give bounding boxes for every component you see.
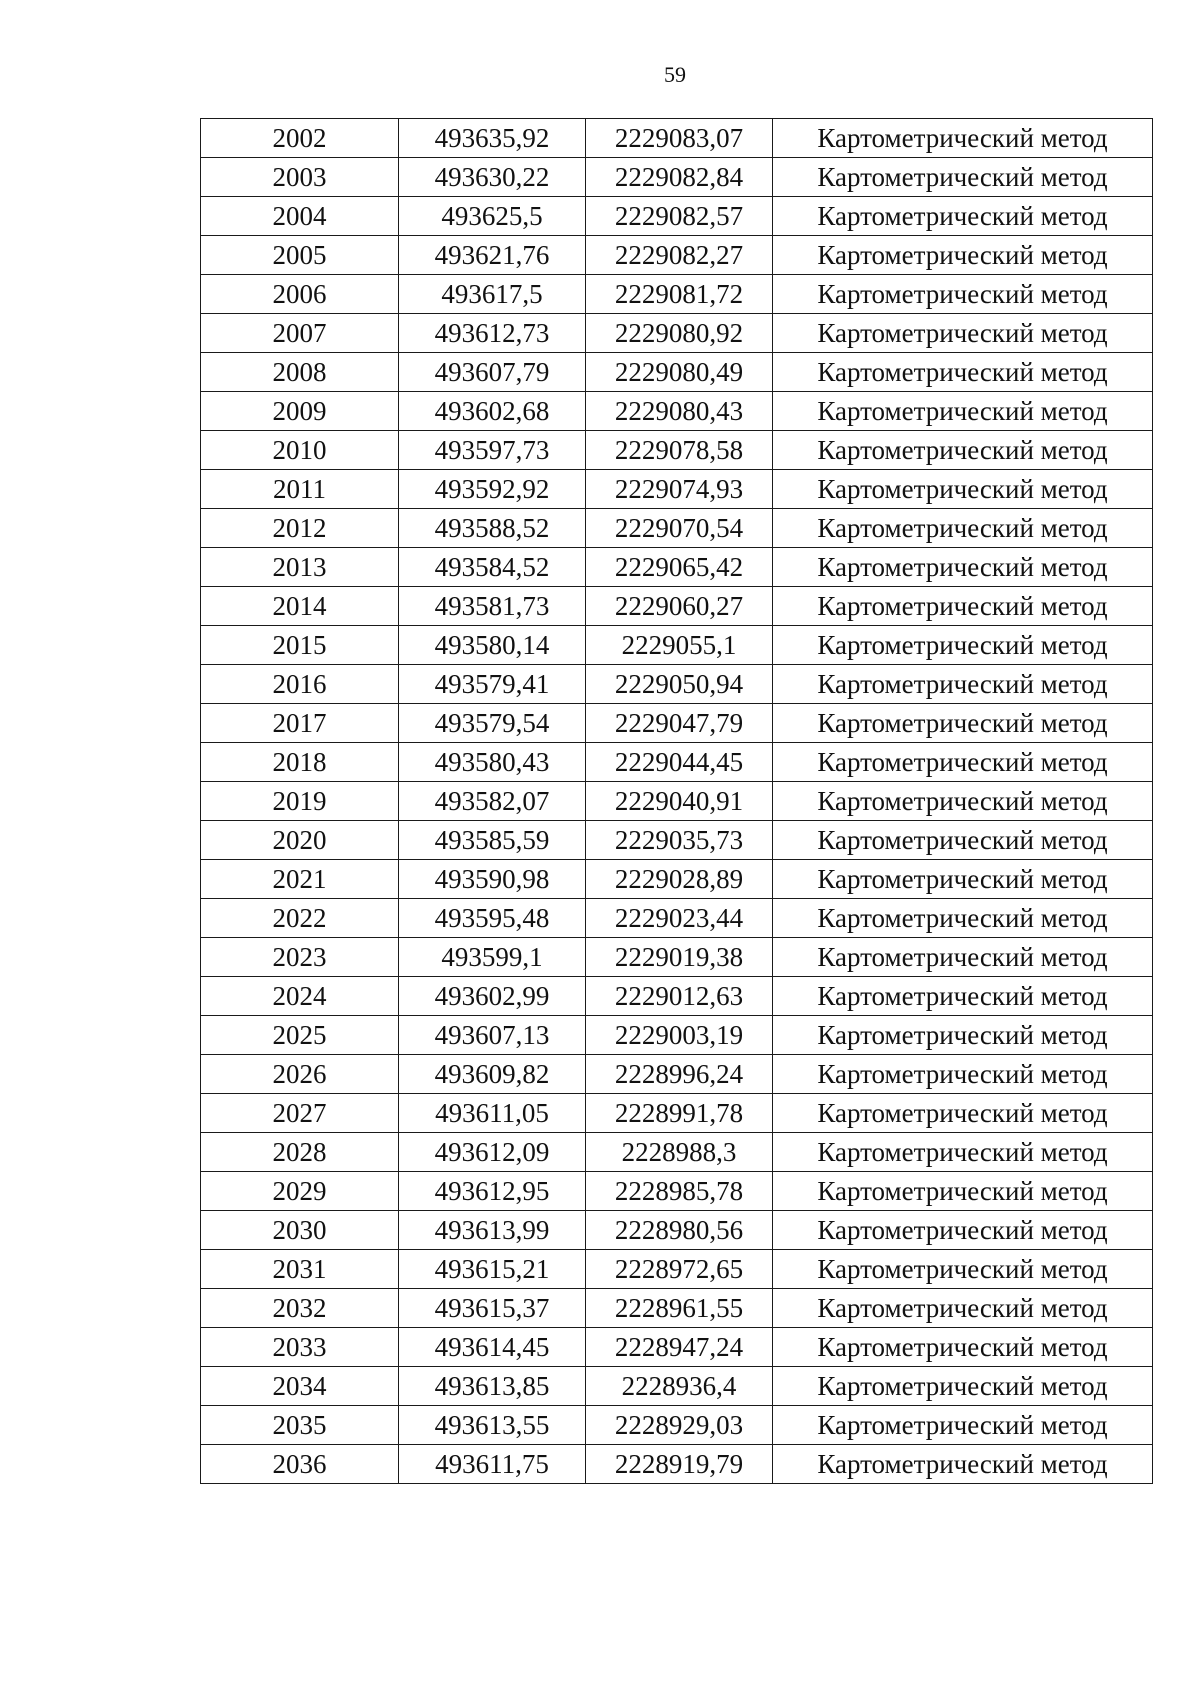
x-coordinate-cell: 493635,92: [399, 119, 586, 158]
method-cell: Картометрический метод: [773, 1055, 1153, 1094]
x-coordinate-cell: 493592,92: [399, 470, 586, 509]
table-row: [201, 197, 1153, 236]
x-coordinate-cell: 493607,13: [399, 1016, 586, 1055]
table-row: [201, 275, 1153, 314]
method-cell: Картометрический метод: [773, 1211, 1153, 1250]
point-number-cell: 2007: [201, 314, 399, 353]
y-coordinate-cell: 2229035,73: [586, 821, 773, 860]
point-number-cell: 2033: [201, 1328, 399, 1367]
y-coordinate-cell: 2229028,89: [586, 860, 773, 899]
y-coordinate-cell: 2229055,1: [586, 626, 773, 665]
table-row: [201, 1016, 1153, 1055]
x-coordinate-cell: 493630,22: [399, 158, 586, 197]
x-coordinate-cell: 493602,68: [399, 392, 586, 431]
point-number-cell: 2014: [201, 587, 399, 626]
x-coordinate-cell: 493612,09: [399, 1133, 586, 1172]
point-number-cell: 2023: [201, 938, 399, 977]
method-cell: Картометрический метод: [773, 236, 1153, 275]
method-cell: Картометрический метод: [773, 782, 1153, 821]
table-row: [201, 587, 1153, 626]
method-cell: Картометрический метод: [773, 1172, 1153, 1211]
table-row: [201, 1211, 1153, 1250]
x-coordinate-cell: 493611,05: [399, 1094, 586, 1133]
method-cell: Картометрический метод: [773, 470, 1153, 509]
method-cell: Картометрический метод: [773, 938, 1153, 977]
point-number-cell: 2028: [201, 1133, 399, 1172]
method-cell: Картометрический метод: [773, 1133, 1153, 1172]
method-cell: Картометрический метод: [773, 1367, 1153, 1406]
method-cell: Картометрический метод: [773, 704, 1153, 743]
point-number-cell: 2025: [201, 1016, 399, 1055]
method-cell: Картометрический метод: [773, 860, 1153, 899]
y-coordinate-cell: 2229078,58: [586, 431, 773, 470]
x-coordinate-cell: 493614,45: [399, 1328, 586, 1367]
x-coordinate-cell: 493625,5: [399, 197, 586, 236]
y-coordinate-cell: 2229083,07: [586, 119, 773, 158]
table-row: [201, 782, 1153, 821]
table-row: [201, 704, 1153, 743]
method-cell: Картометрический метод: [773, 353, 1153, 392]
point-number-cell: 2009: [201, 392, 399, 431]
y-coordinate-cell: 2229082,84: [586, 158, 773, 197]
point-number-cell: 2034: [201, 1367, 399, 1406]
y-coordinate-cell: 2229023,44: [586, 899, 773, 938]
point-number-cell: 2021: [201, 860, 399, 899]
point-number-cell: 2002: [201, 119, 399, 158]
point-number-cell: 2036: [201, 1445, 399, 1484]
method-cell: Картометрический метод: [773, 158, 1153, 197]
x-coordinate-cell: 493595,48: [399, 899, 586, 938]
y-coordinate-cell: 2228947,24: [586, 1328, 773, 1367]
y-coordinate-cell: 2228972,65: [586, 1250, 773, 1289]
table-row: [201, 1367, 1153, 1406]
y-coordinate-cell: 2229074,93: [586, 470, 773, 509]
y-coordinate-cell: 2229019,38: [586, 938, 773, 977]
y-coordinate-cell: 2228988,3: [586, 1133, 773, 1172]
point-number-cell: 2024: [201, 977, 399, 1016]
x-coordinate-cell: 493611,75: [399, 1445, 586, 1484]
table-row: [201, 938, 1153, 977]
method-cell: Картометрический метод: [773, 548, 1153, 587]
point-number-cell: 2004: [201, 197, 399, 236]
method-cell: Картометрический метод: [773, 314, 1153, 353]
coordinates-table: [200, 118, 1153, 1484]
point-number-cell: 2022: [201, 899, 399, 938]
x-coordinate-cell: 493580,14: [399, 626, 586, 665]
y-coordinate-cell: 2228929,03: [586, 1406, 773, 1445]
x-coordinate-cell: 493617,5: [399, 275, 586, 314]
table-row: [201, 548, 1153, 587]
point-number-cell: 2032: [201, 1289, 399, 1328]
y-coordinate-cell: 2229070,54: [586, 509, 773, 548]
table-row: [201, 1133, 1153, 1172]
method-cell: Картометрический метод: [773, 392, 1153, 431]
table-row: [201, 353, 1153, 392]
table-row: [201, 1406, 1153, 1445]
y-coordinate-cell: 2229080,43: [586, 392, 773, 431]
point-number-cell: 2003: [201, 158, 399, 197]
y-coordinate-cell: 2229047,79: [586, 704, 773, 743]
table-row: [201, 1289, 1153, 1328]
x-coordinate-cell: 493590,98: [399, 860, 586, 899]
table-row: [201, 314, 1153, 353]
table-row: [201, 119, 1153, 158]
method-cell: Картометрический метод: [773, 977, 1153, 1016]
method-cell: Картометрический метод: [773, 1406, 1153, 1445]
table-row: [201, 470, 1153, 509]
y-coordinate-cell: 2229003,19: [586, 1016, 773, 1055]
point-number-cell: 2027: [201, 1094, 399, 1133]
x-coordinate-cell: 493582,07: [399, 782, 586, 821]
table-row: [201, 158, 1153, 197]
table-row: [201, 431, 1153, 470]
point-number-cell: 2016: [201, 665, 399, 704]
method-cell: Картометрический метод: [773, 119, 1153, 158]
x-coordinate-cell: 493599,1: [399, 938, 586, 977]
table-row: [201, 392, 1153, 431]
point-number-cell: 2031: [201, 1250, 399, 1289]
y-coordinate-cell: 2229044,45: [586, 743, 773, 782]
y-coordinate-cell: 2229065,42: [586, 548, 773, 587]
point-number-cell: 2008: [201, 353, 399, 392]
point-number-cell: 2011: [201, 470, 399, 509]
method-cell: Картометрический метод: [773, 1016, 1153, 1055]
y-coordinate-cell: 2228919,79: [586, 1445, 773, 1484]
method-cell: Картометрический метод: [773, 431, 1153, 470]
table-row: [201, 665, 1153, 704]
method-cell: Картометрический метод: [773, 1250, 1153, 1289]
x-coordinate-cell: 493580,43: [399, 743, 586, 782]
y-coordinate-cell: 2228936,4: [586, 1367, 773, 1406]
method-cell: Картометрический метод: [773, 587, 1153, 626]
method-cell: Картометрический метод: [773, 665, 1153, 704]
x-coordinate-cell: 493621,76: [399, 236, 586, 275]
method-cell: Картометрический метод: [773, 743, 1153, 782]
table-row: [201, 899, 1153, 938]
x-coordinate-cell: 493602,99: [399, 977, 586, 1016]
page-number: 59: [664, 62, 686, 87]
method-cell: Картометрический метод: [773, 821, 1153, 860]
table-row: [201, 509, 1153, 548]
y-coordinate-cell: 2229082,27: [586, 236, 773, 275]
table-row: [201, 1328, 1153, 1367]
point-number-cell: 2019: [201, 782, 399, 821]
method-cell: Картометрический метод: [773, 275, 1153, 314]
method-cell: Картометрический метод: [773, 626, 1153, 665]
table-row: [201, 743, 1153, 782]
point-number-cell: 2029: [201, 1172, 399, 1211]
table-row: [201, 1172, 1153, 1211]
y-coordinate-cell: 2228991,78: [586, 1094, 773, 1133]
y-coordinate-cell: 2229080,49: [586, 353, 773, 392]
y-coordinate-cell: 2228961,55: [586, 1289, 773, 1328]
table-row: [201, 236, 1153, 275]
x-coordinate-cell: 493607,79: [399, 353, 586, 392]
method-cell: Картометрический метод: [773, 197, 1153, 236]
y-coordinate-cell: 2229050,94: [586, 665, 773, 704]
x-coordinate-cell: 493613,99: [399, 1211, 586, 1250]
x-coordinate-cell: 493612,95: [399, 1172, 586, 1211]
table-row: [201, 1445, 1153, 1484]
point-number-cell: 2017: [201, 704, 399, 743]
y-coordinate-cell: 2229082,57: [586, 197, 773, 236]
y-coordinate-cell: 2228985,78: [586, 1172, 773, 1211]
x-coordinate-cell: 493588,52: [399, 509, 586, 548]
method-cell: Картометрический метод: [773, 1328, 1153, 1367]
x-coordinate-cell: 493615,21: [399, 1250, 586, 1289]
coordinates-table-body: [201, 119, 1153, 1484]
method-cell: Картометрический метод: [773, 1445, 1153, 1484]
x-coordinate-cell: 493579,54: [399, 704, 586, 743]
point-number-cell: 2013: [201, 548, 399, 587]
table-row: [201, 1094, 1153, 1133]
point-number-cell: 2020: [201, 821, 399, 860]
table-row: [201, 860, 1153, 899]
table-row: [201, 626, 1153, 665]
point-number-cell: 2018: [201, 743, 399, 782]
table-row: [201, 821, 1153, 860]
x-coordinate-cell: 493585,59: [399, 821, 586, 860]
table-row: [201, 977, 1153, 1016]
point-number-cell: 2030: [201, 1211, 399, 1250]
table-row: [201, 1055, 1153, 1094]
point-number-cell: 2006: [201, 275, 399, 314]
table-row: [201, 1250, 1153, 1289]
x-coordinate-cell: 493615,37: [399, 1289, 586, 1328]
y-coordinate-cell: 2229080,92: [586, 314, 773, 353]
x-coordinate-cell: 493613,55: [399, 1406, 586, 1445]
point-number-cell: 2012: [201, 509, 399, 548]
x-coordinate-cell: 493581,73: [399, 587, 586, 626]
point-number-cell: 2005: [201, 236, 399, 275]
x-coordinate-cell: 493613,85: [399, 1367, 586, 1406]
x-coordinate-cell: 493597,73: [399, 431, 586, 470]
x-coordinate-cell: 493612,73: [399, 314, 586, 353]
y-coordinate-cell: 2229081,72: [586, 275, 773, 314]
x-coordinate-cell: 493609,82: [399, 1055, 586, 1094]
point-number-cell: 2015: [201, 626, 399, 665]
y-coordinate-cell: 2229060,27: [586, 587, 773, 626]
y-coordinate-cell: 2229040,91: [586, 782, 773, 821]
x-coordinate-cell: 493584,52: [399, 548, 586, 587]
point-number-cell: 2035: [201, 1406, 399, 1445]
method-cell: Картометрический метод: [773, 899, 1153, 938]
point-number-cell: 2026: [201, 1055, 399, 1094]
method-cell: Картометрический метод: [773, 509, 1153, 548]
y-coordinate-cell: 2228980,56: [586, 1211, 773, 1250]
method-cell: Картометрический метод: [773, 1094, 1153, 1133]
x-coordinate-cell: 493579,41: [399, 665, 586, 704]
y-coordinate-cell: 2229012,63: [586, 977, 773, 1016]
point-number-cell: 2010: [201, 431, 399, 470]
y-coordinate-cell: 2228996,24: [586, 1055, 773, 1094]
method-cell: Картометрический метод: [773, 1289, 1153, 1328]
